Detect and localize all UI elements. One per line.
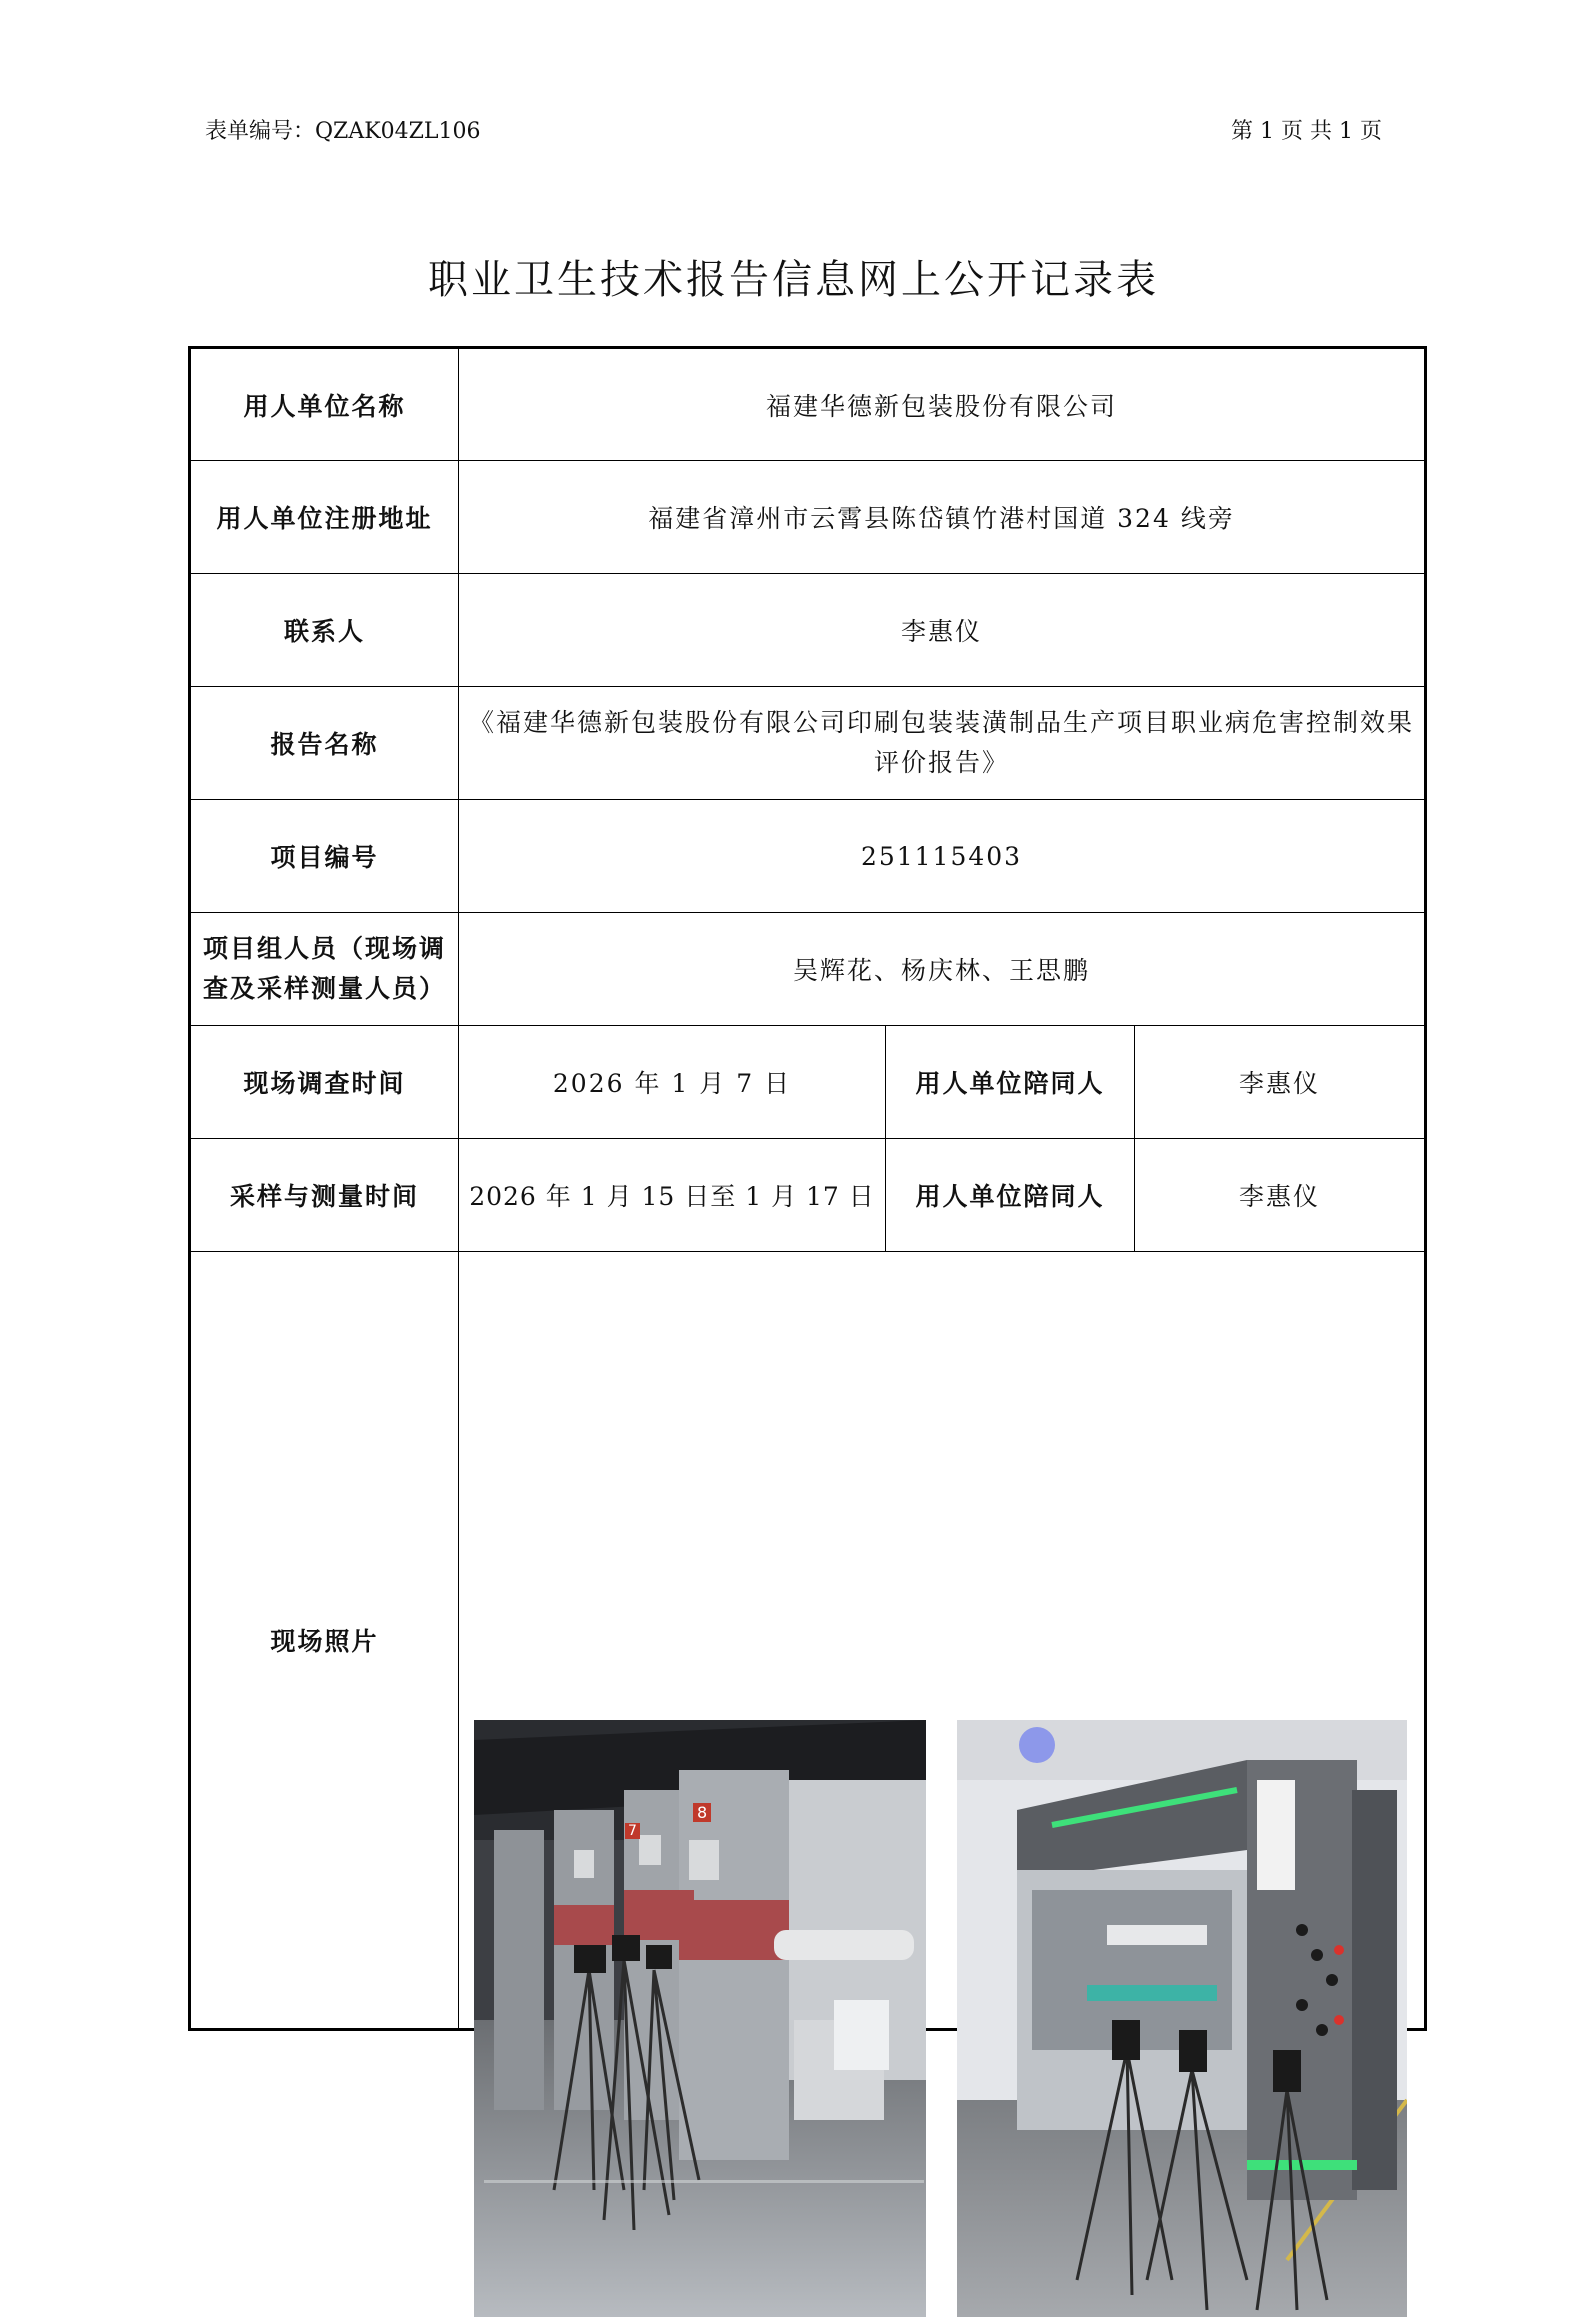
document-title: 职业卫生技术报告信息网上公开记录表 xyxy=(428,257,1159,303)
employer-name-value: 福建华德新包装股份有限公司 xyxy=(459,348,1426,461)
report-name-value: 《福建华德新包装股份有限公司印刷包装装潢制品生产项目职业病危害控制效果评价报告》 xyxy=(459,687,1426,800)
machine-label-8: 8 xyxy=(693,1803,711,1822)
survey-time-label: 现场调查时间 xyxy=(190,1026,459,1139)
survey-escort-label: 用人单位陪同人 xyxy=(886,1026,1135,1139)
address-value: 福建省漳州市云霄县陈岱镇竹港村国道 324 线旁 xyxy=(459,461,1426,574)
photos-cell xyxy=(459,1252,1426,2030)
report-name-label: 报告名称 xyxy=(190,687,459,800)
employer-name-label: 用人单位名称 xyxy=(190,348,459,461)
sampling-escort-label: 用人单位陪同人 xyxy=(886,1139,1135,1252)
contact-label: 联系人 xyxy=(190,574,459,687)
sampling-time-value: 2026 年 1 月 15 日至 1 月 17 日 xyxy=(459,1139,886,1252)
page-number: 第 1 页 共 1 页 xyxy=(1231,119,1382,144)
row-contact xyxy=(190,574,1426,687)
address-label: 用人单位注册地址 xyxy=(190,461,459,574)
row-photos xyxy=(190,1252,1426,2030)
record-table xyxy=(188,346,1427,2031)
survey-time-value: 2026 年 1 月 7 日 xyxy=(459,1026,886,1139)
contact-value: 李惠仪 xyxy=(459,574,1426,687)
survey-escort-value: 李惠仪 xyxy=(1135,1026,1426,1139)
site-photo-2 xyxy=(957,1720,1407,2317)
project-no-label: 项目编号 xyxy=(190,800,459,913)
row-report-name xyxy=(190,687,1426,800)
site-photo-1 xyxy=(474,1720,926,2317)
project-no-value: 251115403 xyxy=(459,800,1426,913)
row-team xyxy=(190,913,1426,1026)
row-employer-name xyxy=(190,348,1426,461)
row-survey xyxy=(190,1026,1426,1139)
sampling-time-label: 采样与测量时间 xyxy=(190,1139,459,1252)
machine-label-7: 7 xyxy=(625,1823,640,1839)
row-sampling xyxy=(190,1139,1426,1252)
form-number: 表单编号：QZAK04ZL106 xyxy=(205,119,481,144)
row-address xyxy=(190,461,1426,574)
team-label: 项目组人员（现场调查及采样测量人员） xyxy=(190,913,459,1026)
row-project-no xyxy=(190,800,1426,913)
team-value: 吴辉花、杨庆林、王思鹏 xyxy=(459,913,1426,1026)
sampling-escort-value: 李惠仪 xyxy=(1135,1139,1426,1252)
photos-label: 现场照片 xyxy=(190,1252,459,2030)
